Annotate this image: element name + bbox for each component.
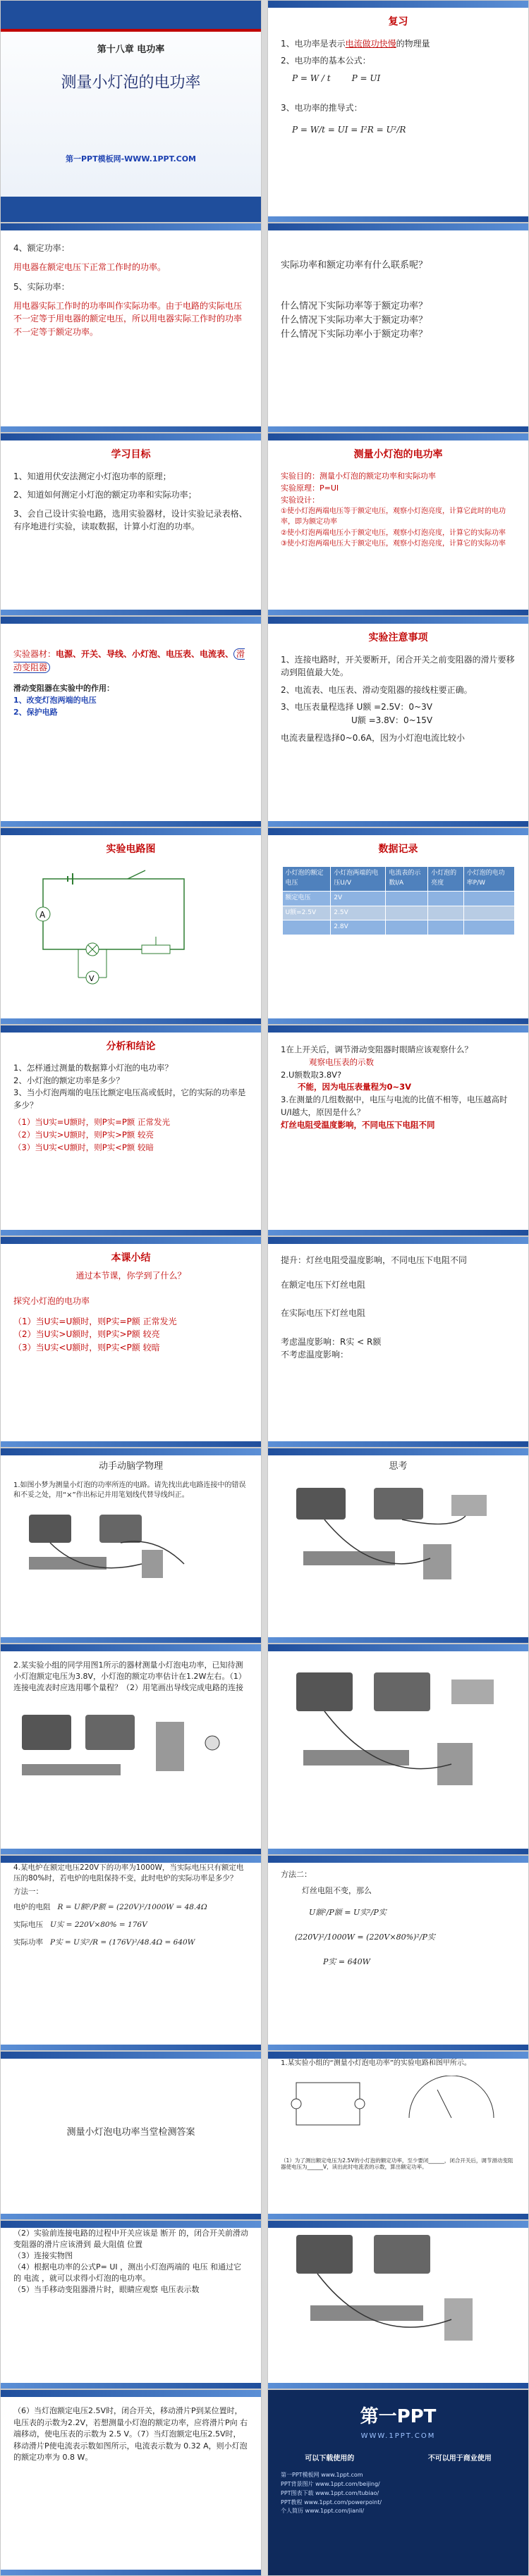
slide-circuit-diagram	[0, 827, 262, 1025]
precaution-4: 电流表量程选择0~0.6A，因为小灯泡电流比较小	[281, 732, 465, 743]
formula-derived: P = W/t = UI = I²R = U²/R	[292, 125, 406, 135]
review-line-3: 3、电功率的推导式：	[281, 103, 363, 113]
conclusion-3: （3）当U实<U额时，则P实<P额 较暗	[13, 1142, 154, 1152]
slide-title	[0, 0, 262, 223]
precaution-3: 3、电压表量程选择 U额 =2.5V：0~3V	[281, 702, 432, 713]
brand-link[interactable]: 个人简历 www.1ppt.com/jianli/	[281, 2508, 365, 2515]
slide-experiment-design	[267, 433, 529, 616]
table-row: 2.8V	[282, 920, 514, 935]
summary-sub: 通过本节课，你学到了什么？	[75, 1270, 186, 1281]
extension-line-3: 在实际电压下灯丝电阻	[281, 1308, 366, 1319]
answers-photo	[268, 2221, 529, 2383]
slide-data-table	[267, 827, 529, 1025]
conclusion-2: （2）当U实>U额时，则P实>P额 较亮	[13, 1129, 154, 1140]
design-principle: 实验原理：P=UI	[281, 483, 339, 493]
slide-answers-photo	[267, 2220, 529, 2389]
goal-1: 1、知道用伏安法测定小灯泡功率的原理；	[13, 471, 171, 481]
review-line-2: 2、电功率的基本公式：	[281, 56, 371, 66]
slide-answers-title	[0, 2051, 262, 2220]
slide-brand	[267, 2389, 529, 2576]
answers-q1-diagram	[268, 2076, 529, 2153]
slide-row-5	[0, 827, 529, 1025]
analysis-q2: 2、小灯泡的额定功率是多少？	[13, 1075, 124, 1085]
formula-basic: P = W / t P = UI	[292, 73, 381, 83]
discussion-a1: 观察电压表的示数	[309, 1056, 374, 1067]
discussion-q2: 2.U额数取3.8V?	[281, 1069, 342, 1080]
lesson-title: 测量小灯泡的电功率	[61, 74, 201, 92]
brand-link[interactable]: 第一PPT模板网 www.1ppt.com	[281, 2472, 363, 2479]
slide-power-definitions	[0, 223, 262, 433]
brand-logo: 第一PPT	[360, 2406, 437, 2427]
data-record-table	[282, 866, 515, 936]
question-equal: 什么情况下实际功率等于额定功率？	[281, 301, 428, 312]
slide-answers-q1	[267, 2051, 529, 2220]
table-header: 小灯泡的亮度	[428, 866, 464, 891]
design-label: 实验设计：	[281, 495, 320, 505]
question-less: 什么情况下实际功率小于额定功率？	[281, 329, 428, 340]
brand-links	[268, 2464, 528, 2523]
precaution-3b: U额 =3.8V：0~15V	[351, 715, 433, 726]
extension-line-1: 提升：灯丝电阻受温度影响，不同电压下电阻不同	[281, 1255, 468, 1265]
slide-row-1	[0, 0, 529, 223]
answers-title: 测量小灯泡电功率当堂检测答案	[66, 2127, 195, 2138]
extension-line-4: 考虑温度影响：R实 < R额	[281, 1336, 382, 1347]
slide-row-10	[0, 1855, 529, 2051]
exercise-2-photo	[268, 1644, 529, 1842]
slide-row-3	[0, 433, 529, 616]
slide-goals	[0, 433, 262, 616]
design-purpose: 实验目的：测量小灯泡的额定功率和实际功率	[281, 471, 436, 481]
rated-power-heading: 4、额定功率：	[13, 243, 70, 253]
review-heading: 复习	[388, 16, 408, 27]
table-row: 额定电压 2V	[282, 891, 514, 906]
question-greater: 什么情况下实际功率大于额定功率？	[281, 315, 428, 326]
answers-q1-text: 1.某实验小组的“测量小灯泡电功率”的实验电路和图甲所示。	[281, 2059, 471, 2067]
design-heading: 测量小灯泡的电功率	[353, 449, 443, 460]
slide-answers-2-5	[0, 2220, 262, 2389]
precaution-1: 1、连接电路时，开关要断开，闭合开关之前变阻器的滑片要移动到阻值最大处。	[281, 654, 515, 678]
goals-heading: 学习目标	[111, 449, 151, 460]
slide-answers-6-7	[0, 2389, 262, 2576]
design-step-1: ①使小灯泡两端电压等于额定电压，观察小灯泡亮度，计算它此时的电功率，即为额定功率	[281, 507, 506, 526]
think-heading: 思考	[389, 1461, 408, 1472]
slide-row-6	[0, 1025, 529, 1236]
slide-equipment	[0, 616, 262, 827]
rheostat-role-2: 2、保护电路	[13, 708, 58, 717]
extension-line-5: 不考虑温度影响：	[281, 1350, 349, 1360]
slide-row-2	[0, 223, 529, 433]
ammeter-symbol: A	[39, 909, 46, 920]
answers-6-7-text: （6）当灯泡额定电压2.5V时，闭合开关，移动滑片P到某位置时，电压表的示数为2.2V，若想测量小灯泡的额定功率，应将滑片P向 右 端移动，使电压表的示数为 2.5 V。（7）当灯泡额定电压2.5V时，移动滑片P使电流表示数如图所示，电流表示数为 0.32 A，则小灯泡的额定功率为 0.8 W。	[13, 2406, 248, 2462]
answer-4: （4）根据电功率的公式P= UI ，测出小灯泡两端的 电压 和通过它的 电流 ，就可以求得小灯泡的电功率。	[13, 2262, 242, 2283]
actual-power-heading: 5、实际功率：	[13, 282, 70, 292]
chapter-label: 第十八章 电功率	[97, 44, 165, 55]
voltmeter-symbol: V	[89, 973, 95, 983]
discussion-a2: 不能，因为电压表量程为0~3V	[298, 1082, 412, 1092]
slide-row-8	[0, 1448, 529, 1644]
calc-resistance: 电炉的电阻 R = U额²/P额 = (220V)²/1000W = 48.4Ω	[13, 1902, 207, 1911]
circuit-heading: 实验电路图	[106, 844, 156, 855]
exercise-heading: 动手动脑学物理	[98, 1461, 163, 1472]
summary-c1: （1）当U实=U额时，则P实=P额 正常发光	[13, 1316, 177, 1326]
analysis-heading: 分析和结论	[106, 1041, 156, 1052]
slide-exercise-2-photo	[267, 1644, 529, 1855]
design-step-3: ③使小灯泡两端电压大于额定电压，观察小灯泡亮度，计算它的实际功率	[281, 540, 506, 548]
calc-question: 4.某电炉在额定电压220V下的功率为1000W，当实际电压只有额定电压的80%时，若电炉的电阻保持不变，此时电炉的实际功率是多少？	[13, 1863, 244, 1883]
answer-2: （2）实验前连接电路的过程中开关应该是 断开 的，闭合开关前滑动变阻器的滑片应该滑到 最大阻值 位置	[13, 2229, 248, 2249]
table-row: U额=2.5V 2.5V	[282, 906, 514, 920]
method-2-f3: P实 = 640W	[323, 1957, 370, 1967]
precaution-2: 2、电流表、电压表、滑动变阻器的接线柱要正确。	[281, 684, 473, 695]
calc-power: 实际功率 P实 = U实²/R = (176V)²/48.4Ω = 640W	[13, 1938, 195, 1947]
design-step-2: ②使小灯泡两端电压小于额定电压，观察小灯泡亮度，计算它的实际功率	[281, 529, 506, 537]
brand-link[interactable]: PPT图表下载 www.1ppt.com/tubiao/	[281, 2489, 379, 2496]
slide-resistance-temp	[267, 1236, 529, 1448]
slide-discussion	[267, 1025, 529, 1236]
table-header: 小灯泡的电功率P/W	[463, 866, 514, 891]
conclusion-1: （1）当U实=U额时，则P实=P额 正常发光	[13, 1116, 170, 1127]
table-header: 小灯泡的额定电压	[282, 866, 331, 891]
brand-url: WWW.1PPT.COM	[360, 2432, 436, 2441]
slide-exercise-1	[0, 1448, 262, 1644]
answer-5: （5）当手移动变阻器滑片时，眼睛应观察 电压表示数	[13, 2284, 200, 2294]
summary-c2: （2）当U实>U额时，则P实>P额 较亮	[13, 1329, 160, 1340]
answer-3: （3）连接实物图	[13, 2250, 73, 2260]
slide-precautions	[267, 616, 529, 827]
slide-summary	[0, 1236, 262, 1448]
slide-review	[267, 0, 529, 223]
exercise-circuit-photo	[1, 1508, 262, 1592]
slide-calc-method-2	[267, 1855, 529, 2051]
equipment-list: 实验器材：电源、开关、导线、小灯泡、电压表、电流表、 滑动变阻器	[13, 649, 245, 672]
method-2-premise: 灯丝电阻不变，那么	[302, 1886, 372, 1896]
slide-row-9	[0, 1644, 529, 1855]
rheostat-role-1: 1、改变灯泡两端的电压	[13, 696, 97, 705]
summary-topic: 探究小灯泡的电功率	[13, 1296, 90, 1307]
actual-power-text: 用电器实际工作时的功率叫作实际功率。由于电路的实际电压不一定等于用电器的额定电压，所以用电器实际工作时的功率不一定等于额定功率。	[13, 300, 243, 337]
slide-row-12	[0, 2220, 529, 2389]
method-2-label: 方法二：	[281, 1870, 312, 1879]
goal-2: 2、知道如何测定小灯泡的额定功率和实际功率；	[13, 490, 197, 500]
site-credit: 第一PPT模板网-WWW.1PPT.COM	[65, 154, 197, 164]
slide-row-11	[0, 2051, 529, 2220]
method-2-f1: U额²/P额 = U实²/P实	[309, 1908, 387, 1918]
method-1-label: 方法一：	[13, 1887, 43, 1897]
method-2-f2: (220V)²/1000W = (220V×80%)²/P实	[295, 1933, 435, 1942]
rated-power-text: 用电器在额定电压下正常工作时的功率。	[13, 261, 166, 272]
discussion-a3: 灯丝电阻受温度影响，不同电压下电阻不同	[281, 1119, 435, 1130]
slide-exercise-2	[0, 1644, 262, 1855]
slide-row-4	[0, 616, 529, 827]
brand-link[interactable]: PPT背景图片 www.1ppt.com/beijing/	[281, 2481, 380, 2488]
goal-3: 3、会自己设计实验电路，选用实验器材，设计实验记录表格、有序地进行实验，读取数据，计算小灯泡的功率。	[13, 508, 248, 532]
review-line-1: 1、电功率是表示电流做功快慢的物理量	[281, 38, 430, 49]
discussion-q3: 3.在测量的几组数据中，电压与电流的比值不相等，电压越高时U/I越大，原因是什么？	[281, 1095, 508, 1118]
summary-heading: 本课小结	[111, 1252, 151, 1264]
analysis-q1: 1、怎样通过测量的数据算小灯泡的电功率？	[13, 1062, 173, 1073]
answers-q1-small: （1）为了测出额定电压为2.5V的小灯泡的额定功率，至少要闭______，闭合开关后，调节滑动变阻器使电压为______V，读出此时电流表的示数，算出额定功率。	[281, 2157, 513, 2171]
slide-think	[267, 1448, 529, 1644]
rheostat-role-heading: 滑动变阻器在实验中的作用：	[13, 684, 114, 694]
table-header: 小灯泡两端的电压U/V	[331, 866, 386, 891]
calc-voltage: 实际电压 U实 = 220V×80% = 176V	[13, 1920, 147, 1929]
analysis-q3: 3、当小灯泡两端的电压比额定电压高或低时，它的实际的功率是多少？	[13, 1087, 246, 1111]
circuit-schematic	[1, 858, 262, 999]
brand-usage-row: 可以下载使用的 不可以用于商业使用	[305, 2454, 492, 2463]
extension-line-2: 在额定电压下灯丝电阻	[281, 1279, 366, 1290]
slide-row-7	[0, 1236, 529, 1448]
brand-link[interactable]: PPT教程 www.1ppt.com/powerpoint/	[281, 2498, 382, 2506]
question-relation: 实际功率和额定功率有什么联系呢？	[281, 260, 428, 271]
table-header: 电流表的示数I/A	[386, 866, 428, 891]
exercise-2-diagram	[1, 1701, 262, 1785]
discussion-q1: 1在上开关后，调节滑动变阻器时眼睛应该观察什么？	[281, 1044, 473, 1054]
slide-questions	[267, 223, 529, 433]
table-heading: 数据记录	[378, 844, 418, 855]
precautions-heading: 实验注意事项	[368, 632, 428, 643]
slide-calc-method-1	[0, 1855, 262, 2051]
slide-analysis	[0, 1025, 262, 1236]
think-circuit-photo	[268, 1474, 529, 1629]
summary-c3: （3）当U实<U额时，则P实<P额 较暗	[13, 1343, 160, 1353]
exercise-2-text: 2.某实验小组的同学用图1所示的器材测量小灯泡电功率，已知待测小灯泡额定电压为3.8V，小灯泡的额定功率估计在1.2W左右。（1）连接电流表时应选用哪个量程？（2）用笔画出导线完成电路的连接	[13, 1660, 246, 1692]
slide-row-13	[0, 2389, 529, 2576]
exercise-text: 1.如图小梦为测量小灯泡的功率所连的电路。请先找出此电路连接中的错误和不妥之处，用“×”作出标记并用笔划线代替导线纠正。	[13, 1481, 246, 1500]
